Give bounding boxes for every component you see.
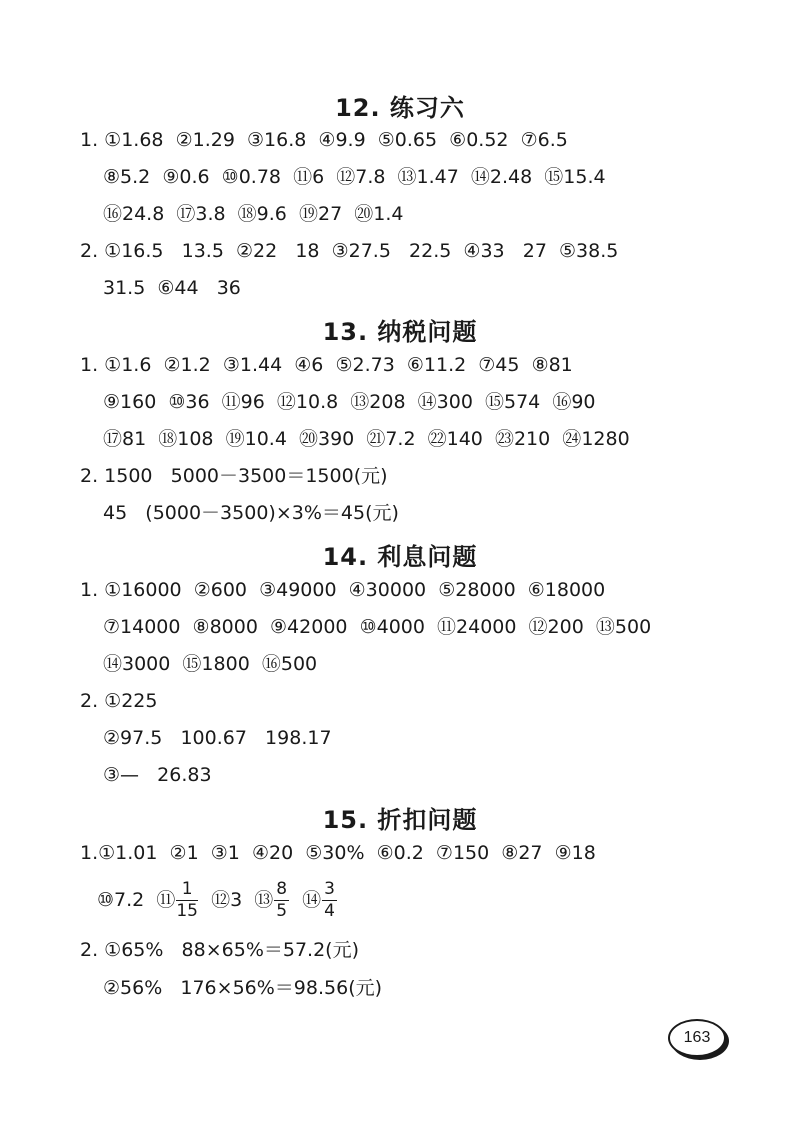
s14-line-1: 1. ①16000 ②600 ③49000 ④30000 ⑤28000 ⑥18000 xyxy=(80,579,606,601)
fraction-8-5 xyxy=(274,881,289,920)
s15-line-1: 1.①1.01 ②1 ③1 ④20 ⑤30% ⑥0.2 ⑦150 ⑧27 ⑨18 xyxy=(80,842,596,864)
s15-line-2-part-b: ⑫3 ⑬ xyxy=(198,889,274,911)
s14-line-6: ③— 26.83 xyxy=(103,764,212,786)
fraction-denominator: 15 xyxy=(176,901,198,921)
s12-line-4: 2. ①16.5 13.5 ②22 18 ③27.5 22.5 ④33 27 ⑤38.5 xyxy=(80,240,619,262)
s15-line-2-part-a: ⑩7.2 ⑪ xyxy=(97,889,176,911)
s14-line-5: ②97.5 100.67 198.17 xyxy=(103,727,332,749)
fraction-denominator: 5 xyxy=(276,901,288,921)
page-number-badge: 163 xyxy=(668,1019,726,1057)
s15-line-4: ②56% 176×56%＝98.56(元) xyxy=(103,977,383,999)
s12-line-5: 31.5 ⑥44 36 xyxy=(103,277,241,299)
fraction-numerator: 1 xyxy=(176,881,198,901)
s12-line-1: 1. ①1.68 ②1.29 ③16.8 ④9.9 ⑤0.65 ⑥0.52 ⑦6.5 xyxy=(80,129,568,151)
s13-line-5: 45 (5000－3500)×3%＝45(元) xyxy=(103,502,399,524)
s15-line-3: 2. ①65% 88×65%＝57.2(元) xyxy=(80,939,360,961)
fraction-1-15 xyxy=(176,881,198,920)
fraction-numerator: 3 xyxy=(324,879,335,899)
s13-line-4: 2. 1500 5000－3500＝1500(元) xyxy=(80,465,388,487)
section-14-title: 14. 利息问题 xyxy=(322,543,478,571)
s13-line-1: 1. ①1.6 ②1.2 ③1.44 ④6 ⑤2.73 ⑥11.2 ⑦45 ⑧81 xyxy=(80,354,573,376)
s13-line-2: ⑨160 ⑩36 ⑪96 ⑫10.8 ⑬208 ⑭300 ⑮574 ⑯90 xyxy=(103,391,596,413)
section-15-title: 15. 折扣问题 xyxy=(322,806,478,834)
fraction-denominator: 4 xyxy=(324,901,335,921)
fraction-3-4 xyxy=(322,881,337,920)
fraction-numerator: 8 xyxy=(276,879,288,899)
s15-line-2 xyxy=(97,875,338,925)
s14-line-2: ⑦14000 ⑧8000 ⑨42000 ⑩4000 ⑪24000 ⑫200 ⑬500 xyxy=(103,616,652,638)
section-12-title: 12. 练习六 xyxy=(335,94,465,122)
s14-line-3: ⑭3000 ⑮1800 ⑯500 xyxy=(103,653,318,675)
s15-line-2-part-c: ⑭ xyxy=(290,889,322,911)
section-13-title: 13. 纳税问题 xyxy=(322,318,478,346)
s12-line-2: ⑧5.2 ⑨0.6 ⑩0.78 ⑪6 ⑫7.8 ⑬1.47 ⑭2.48 ⑮15.4 xyxy=(103,166,606,188)
s14-line-4: 2. ①225 xyxy=(80,690,158,712)
s13-line-3: ⑰81 ⑱108 ⑲10.4 ⑳390 ㉑7.2 ㉒140 ㉓210 ㉔1280 xyxy=(103,428,630,450)
s12-line-3: ⑯24.8 ⑰3.8 ⑱9.6 ⑲27 ⑳1.4 xyxy=(103,203,404,225)
